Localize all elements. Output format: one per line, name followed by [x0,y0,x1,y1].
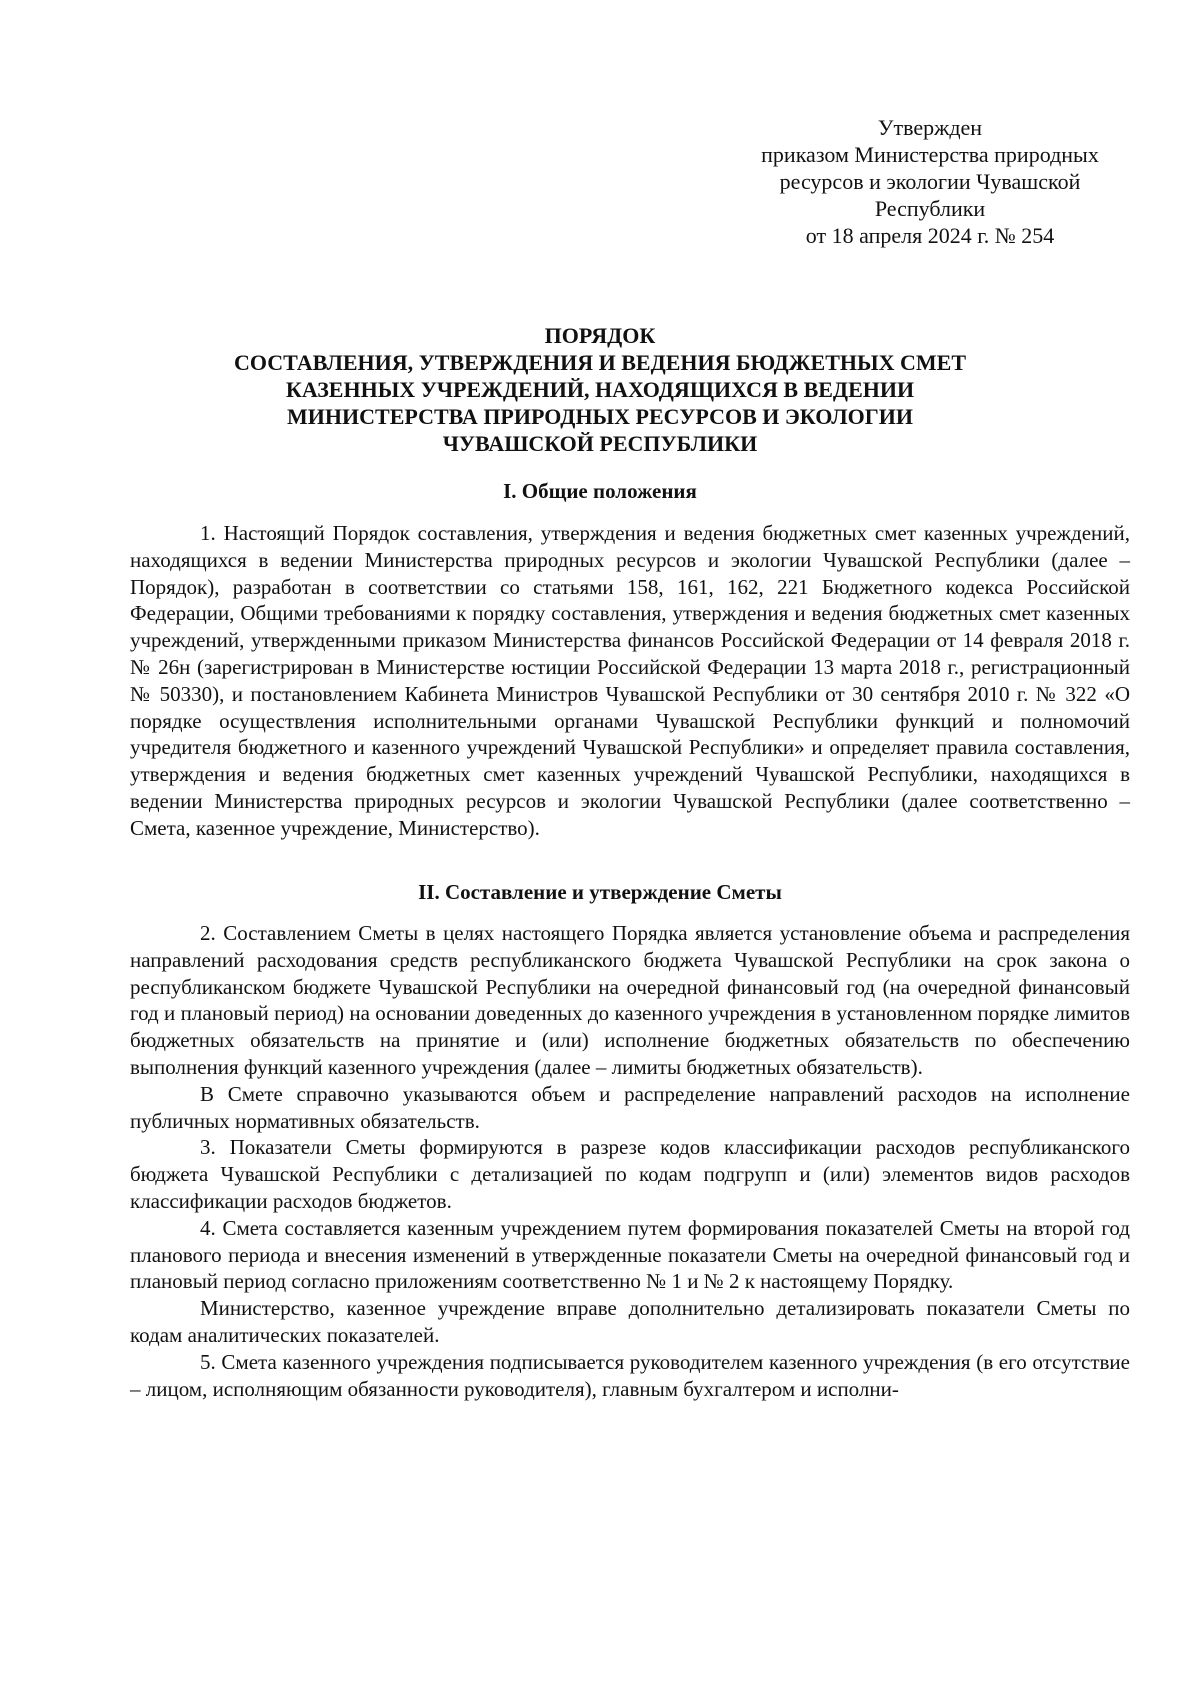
paragraph: 4. Смета составляется казенным учреждением путем формирования показателей Сметы на второй год планового периода и внесения изменений в утвержденные показатели Сметы на очередной финансовый год и плановый период согласно приложениям соответственно № 1 и № 2 к настоящему Порядку. [130,1215,1130,1294]
title-line: СОСТАВЛЕНИЯ, УТВЕРЖДЕНИЯ И ВЕДЕНИЯ БЮДЖЕТНЫХ СМЕТ [233,350,967,375]
section-2-body [130,920,1130,1402]
section-heading-1: I. Общие положения [503,479,697,503]
title-line: ПОРЯДОК [544,323,656,348]
approval-line: Утвержден [877,115,983,140]
paragraph: 3. Показатели Сметы формируются в разрезе кодов классификации расходов республиканского бюджета Чувашской Республики с детализацией по кодам подгрупп и (или) элементов видов расходов классификации расходов бюджетов. [130,1135,1130,1213]
paragraph: В Смете справочно указываются объем и распределение направлений расходов на исполнение публичных нормативных обязательств. [130,1081,1130,1133]
document-title [130,322,1070,457]
paragraph: Министерство, казенное учреждение вправе дополнительно детализировать показатели Сметы по кодам аналитических показателей. [130,1296,1130,1347]
approval-line: приказом Министерства природных [761,142,1099,167]
approval-line: Республики [874,196,986,221]
paragraph: 1. Настоящий Порядок составления, утверждения и ведения бюджетных смет казенных учреждений, находящихся в ведении Министерства природных ресурсов и экологии Чувашской Республики (далее – Порядок), разработан в соответствии со статьями 158, 161, 162, 221 Бюджетного кодекса Российской Федерации, Общими требованиями к порядку составления, утверждения и ведения бюджетных смет казенных учреждений, утвержденными приказом Министерства финансов Российской Федерации от 14 февраля 2018 г. № 26н (зарегистрирован в Министерстве юстиции Российской Федерации 13 марта 2018 г., регистрационный № 50330), и постановлением Кабинета Министров Чувашской Республики от 30 сентября 2010 г. № 322 «О порядке осуществления исполнительными органами Чувашской Республики функций и полномочий учредителя бюджетного и казенного учреждений Чувашской Республики» и определяет правила составления, утверждения и ведения бюджетных смет казенных учреждений Чувашской Республики, находящихся в ведении Министерства природных ресурсов и экологии Чувашской Республики (далее соответственно – Смета, казенное учреждение, Министерство). [130,521,1130,840]
approval-line: от 18 апреля 2024 г. № 254 [805,223,1055,248]
section-heading-2: II. Составление и утверждение Сметы [418,880,782,904]
title-line: ЧУВАШСКОЙ РЕСПУБЛИКИ [442,431,758,456]
paragraph: 2. Составлением Сметы в целях настоящего Порядка является установление объема и распределения направлений расходования средств республиканского бюджета Чувашской Республики на срок закона о республиканском бюджете Чувашской Республики на очередной финансовый год (на очередной финансовый год и плановый период) на основании доведенных до казенного учреждения в установленном порядке лимитов бюджетных обязательств на принятие и (или) исполнение бюджетных обязательств по обеспечению выполнения функций казенного учреждения (далее – лимиты бюджетных обязательств). [130,921,1130,1079]
paragraph: 5. Смета казенного учреждения подписывается руководителем казенного учреждения (в его отсутствие – лицом, исполняющим обязанности руководителя), главным бухгалтером и исполни- [130,1349,1130,1401]
approval-stamp [740,114,1120,249]
title-line: КАЗЕННЫХ УЧРЕЖДЕНИЙ, НАХОДЯЩИХСЯ В ВЕДЕНИИ [285,377,915,402]
title-line: МИНИСТЕРСТВА ПРИРОДНЫХ РЕСУРСОВ И ЭКОЛОГИИ [287,404,913,429]
approval-line: ресурсов и экологии Чувашской [779,169,1081,194]
section-1-body [130,520,1130,842]
